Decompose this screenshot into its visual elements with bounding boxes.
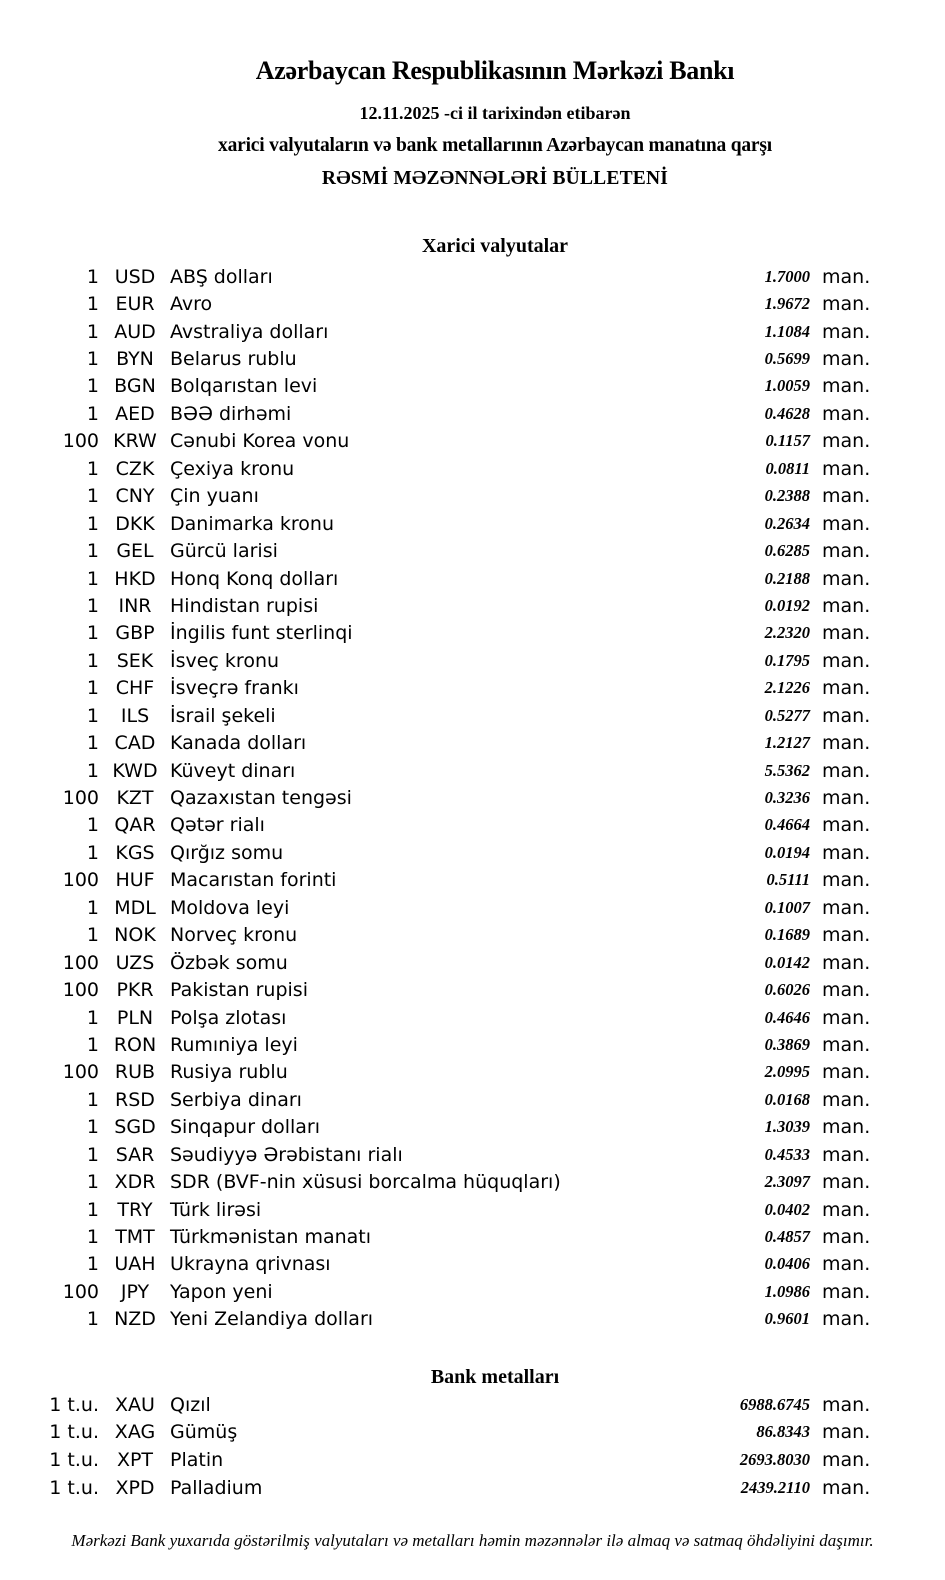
row-rate-value: 0.1689 [764,925,810,945]
row-quantity: 1 [86,485,99,508]
row-quantity: 100 [62,1061,99,1084]
row-unit-label: man. [822,759,871,782]
row-quantity: 1 [86,512,99,535]
row-currency-name: Pakistan rupisi [170,979,308,1002]
row-rate-value: 1.0059 [764,376,810,396]
row-quantity: 1 t.u. [49,1421,99,1444]
row-currency-name: SDR (BVF-nin xüsusi borcalma hüquqları) [170,1171,561,1194]
row-currency-code: CNY [115,485,155,508]
currency-row [0,373,945,400]
row-rate-value: 1.1084 [764,321,810,341]
row-quantity: 1 [86,567,99,590]
row-unit-label: man. [822,979,871,1002]
row-currency-code: NZD [114,1308,156,1331]
row-quantity: 100 [62,1280,99,1303]
row-rate-value: 0.1007 [764,897,810,917]
row-quantity: 1 [86,1088,99,1111]
row-rate-value: 1.0986 [764,1281,810,1301]
row-rate-value: 0.4646 [764,1007,810,1027]
row-unit-label: man. [822,732,871,755]
row-unit-label: man. [822,787,871,810]
currency-row [0,318,945,345]
row-currency-name: Çin yuanı [170,485,259,508]
currency-row [0,455,945,482]
currency-row [0,675,945,702]
row-rate-value: 0.0406 [764,1254,810,1274]
row-unit-label: man. [822,485,871,508]
currency-row [0,867,945,894]
row-unit-label: man. [822,622,871,645]
currency-row [0,922,945,949]
row-currency-name: Bolqarıstan levi [170,375,318,398]
row-unit-label: man. [822,1280,871,1303]
row-currency-name: Ukrayna qrivnası [170,1253,331,1276]
row-unit-label: man. [822,1006,871,1029]
row-currency-code: TRY [117,1198,153,1221]
row-unit-label: man. [822,1393,871,1416]
metal-row [0,1446,945,1474]
row-quantity: 1 [86,540,99,563]
row-quantity: 1 [86,1171,99,1194]
bulletin-title: RƏSMİ MƏZƏNNƏLƏRİ BÜLLETENİ [321,168,669,189]
metals-table [0,1391,945,1501]
currency-row [0,1196,945,1223]
currency-row [0,839,945,866]
row-currency-code: AED [115,402,155,425]
row-quantity: 100 [62,869,99,892]
row-rate-value: 0.5699 [764,349,810,369]
row-unit-label: man. [822,704,871,727]
row-currency-name: Serbiya dinarı [170,1088,302,1111]
row-currency-code: ILS [120,704,150,727]
metals-section-title: Bank metalları [430,1366,560,1388]
row-unit-label: man. [822,1061,871,1084]
row-rate-value: 0.2188 [764,568,810,588]
row-rate-value: 2.1226 [764,678,810,698]
row-currency-name: Qızıl [170,1393,211,1416]
row-rate-value: 0.0194 [764,842,810,862]
subject-line: xarici valyutaların və bank metallarının Azərbaycan manatına qarşı [218,135,772,156]
row-quantity: 1 t.u. [49,1476,99,1499]
row-rate-value: 2439.2110 [740,1477,810,1497]
row-currency-code: RON [113,1033,157,1056]
row-currency-code: INR [118,594,152,617]
effective-date-line: 12.11.2025 -ci il tarixindən etibarən [359,103,631,123]
row-unit-label: man. [822,265,871,288]
row-rate-value: 0.9601 [764,1309,810,1329]
row-currency-name: Türk lirəsi [170,1198,262,1221]
currency-row [0,400,945,427]
row-rate-value: 0.6026 [764,980,810,1000]
row-currency-name: Avstraliya dolları [170,320,329,343]
row-quantity: 1 [86,704,99,727]
obligation-note: Mərkəzi Bank yuxarıda göstərilmiş valyutaları və metalları həmin məzənnələr ilə almaq və satmaq öhdəliyini daşımır. [71,1531,874,1550]
currency-row [0,1114,945,1141]
row-quantity: 1 [86,841,99,864]
currencies-table [0,263,945,1333]
row-quantity: 1 [86,375,99,398]
row-quantity: 1 [86,457,99,480]
currency-row [0,1059,945,1086]
row-rate-value: 2.2320 [764,623,810,643]
row-currency-name: Norveç kronu [170,924,298,947]
row-rate-value: 0.0811 [765,458,810,478]
row-currency-name: Palladium [170,1476,263,1499]
row-currency-name: İngilis funt sterlinqi [170,622,353,645]
row-quantity: 1 [86,348,99,371]
currency-row [0,1306,945,1333]
row-currency-name: Qətər rialı [170,814,265,837]
row-quantity: 100 [62,951,99,974]
currency-row [0,757,945,784]
row-currency-code: TMT [115,1226,155,1249]
row-currency-code: UZS [115,951,155,974]
row-currency-name: Səudiyyə Ərəbistanı rialı [170,1143,403,1166]
row-currency-name: ABŞ dolları [170,265,273,288]
row-currency-name: Qırğız somu [170,841,284,864]
currencies-section-title: Xarici valyutalar [421,235,569,257]
row-rate-value: 0.5277 [764,705,810,725]
currency-row [0,565,945,592]
row-unit-label: man. [822,951,871,974]
row-unit-label: man. [822,1253,871,1276]
row-quantity: 1 [86,1253,99,1276]
row-currency-name: Rusiya rublu [170,1061,288,1084]
currency-row [0,976,945,1003]
row-currency-name: Platin [170,1448,224,1471]
row-currency-name: Moldova leyi [170,896,290,919]
currency-row [0,1031,945,1058]
row-unit-label: man. [822,1198,871,1221]
row-unit-label: man. [822,924,871,947]
row-currency-code: GBP [115,622,155,645]
row-currency-name: Polşa zlotası [170,1006,287,1029]
row-rate-value: 0.0402 [764,1199,810,1219]
row-unit-label: man. [822,1308,871,1331]
row-unit-label: man. [822,402,871,425]
row-currency-code: XAG [114,1421,156,1444]
row-unit-label: man. [822,594,871,617]
row-currency-name: Çexiya kronu [170,457,295,480]
row-rate-value: 1.9672 [764,294,810,314]
row-rate-value: 2693.8030 [739,1449,810,1469]
currency-row [0,510,945,537]
currency-row [0,1141,945,1168]
row-currency-code: CZK [115,457,155,480]
row-quantity: 1 [86,759,99,782]
row-unit-label: man. [822,320,871,343]
row-unit-label: man. [822,512,871,535]
row-rate-value: 0.6285 [764,541,810,561]
row-quantity: 100 [62,787,99,810]
row-quantity: 1 [86,293,99,316]
row-unit-label: man. [822,567,871,590]
currency-row [0,290,945,317]
row-unit-label: man. [822,348,871,371]
row-rate-value: 0.1157 [765,431,810,451]
row-currency-code: XPT [116,1448,154,1471]
row-unit-label: man. [822,1143,871,1166]
row-quantity: 100 [62,979,99,1002]
row-quantity: 1 [86,1006,99,1029]
currency-row [0,647,945,674]
currency-row [0,702,945,729]
currency-row [0,1168,945,1195]
row-currency-code: KZT [116,787,154,810]
row-currency-code: USD [114,265,156,288]
row-currency-name: İsveçrə frankı [170,677,299,700]
row-currency-code: UAH [114,1253,156,1276]
row-quantity: 1 [86,814,99,837]
row-quantity: 1 [86,732,99,755]
metal-row [0,1419,945,1447]
row-quantity: 1 [86,622,99,645]
row-currency-code: PKR [116,979,154,1002]
row-rate-value: 0.1795 [764,650,810,670]
row-unit-label: man. [822,1088,871,1111]
row-rate-value: 0.0168 [764,1089,810,1109]
row-currency-code: GEL [116,540,154,563]
row-unit-label: man. [822,841,871,864]
row-rate-value: 2.0995 [764,1062,810,1082]
metal-row [0,1474,945,1502]
row-currency-code: JPY [120,1280,150,1303]
row-currency-code: SEK [116,649,154,672]
row-currency-code: HUF [115,869,155,892]
row-quantity: 1 t.u. [49,1448,99,1471]
row-currency-code: EUR [115,293,155,316]
currency-row [0,537,945,564]
row-rate-value: 0.4664 [764,815,810,835]
row-unit-label: man. [822,1448,871,1471]
row-quantity: 1 [86,594,99,617]
row-currency-name: BƏƏ dirhəmi [170,402,292,425]
row-rate-value: 0.5111 [766,870,810,890]
row-currency-name: Küveyt dinarı [170,759,296,782]
row-unit-label: man. [822,1226,871,1249]
row-currency-code: PLN [116,1006,154,1029]
row-unit-label: man. [822,457,871,480]
row-currency-name: Kanada dolları [170,732,307,755]
row-unit-label: man. [822,540,871,563]
currency-row [0,1251,945,1278]
row-quantity: 1 [86,924,99,947]
currency-row [0,784,945,811]
row-currency-code: MDL [114,896,156,919]
row-currency-name: Cənubi Korea vonu [170,430,350,453]
row-currency-code: BGN [114,375,156,398]
row-currency-code: NOK [114,924,156,947]
row-currency-name: Gümüş [170,1421,238,1444]
row-quantity: 1 [86,320,99,343]
row-currency-code: RSD [115,1088,155,1111]
currency-row [0,812,945,839]
row-quantity: 1 [86,1198,99,1221]
row-currency-code: XAU [115,1393,155,1416]
currency-row [0,1223,945,1250]
currency-row [0,1004,945,1031]
row-currency-name: Özbək somu [170,951,288,974]
currency-row [0,894,945,921]
row-currency-code: CAD [114,732,156,755]
currency-row [0,1278,945,1305]
row-quantity: 1 [86,649,99,672]
row-rate-value: 1.7000 [764,266,810,286]
row-currency-code: KRW [113,430,157,453]
row-currency-code: RUB [114,1061,156,1084]
row-quantity: 1 [86,1226,99,1249]
row-currency-code: HKD [114,567,156,590]
row-currency-code: DKK [115,512,155,535]
row-currency-name: Sinqapur dolları [170,1116,321,1139]
row-rate-value: 0.4628 [764,403,810,423]
row-currency-name: Honq Konq dolları [170,567,339,590]
row-currency-code: BYN [116,348,154,371]
row-unit-label: man. [822,677,871,700]
row-rate-value: 0.2634 [764,513,810,533]
currency-row [0,263,945,290]
currency-row [0,729,945,756]
row-rate-value: 0.0142 [764,952,810,972]
row-quantity: 1 [86,1308,99,1331]
row-currency-code: SAR [115,1143,155,1166]
row-currency-name: Avro [170,293,213,316]
row-unit-label: man. [822,375,871,398]
row-quantity: 1 [86,677,99,700]
row-currency-name: Qazaxıstan tengəsi [170,787,352,810]
row-unit-label: man. [822,1033,871,1056]
row-currency-code: SGD [114,1116,156,1139]
currency-row [0,345,945,372]
row-currency-code: KWD [112,759,158,782]
currency-row [0,620,945,647]
row-quantity: 100 [62,430,99,453]
row-unit-label: man. [822,896,871,919]
row-rate-value: 1.2127 [764,733,810,753]
row-quantity: 1 [86,1143,99,1166]
row-rate-value: 0.0192 [764,595,810,615]
row-unit-label: man. [822,1171,871,1194]
row-quantity: 1 [86,1033,99,1056]
row-currency-name: Macarıstan forinti [170,869,337,892]
row-quantity: 1 [86,265,99,288]
row-currency-code: XPD [115,1476,155,1499]
currency-row [0,1086,945,1113]
row-rate-value: 0.4857 [764,1227,810,1247]
row-unit-label: man. [822,293,871,316]
row-unit-label: man. [822,869,871,892]
row-unit-label: man. [822,430,871,453]
row-currency-name: İsveç kronu [170,649,280,672]
row-quantity: 1 [86,896,99,919]
row-currency-name: İsrail şekeli [170,704,276,727]
row-rate-value: 2.3097 [764,1172,810,1192]
row-currency-name: Yeni Zelandiya dolları [170,1308,374,1331]
row-currency-name: Türkmənistan manatı [170,1226,372,1249]
row-quantity: 1 [86,402,99,425]
row-currency-code: QAR [114,814,156,837]
row-unit-label: man. [822,814,871,837]
currency-row [0,592,945,619]
row-unit-label: man. [822,649,871,672]
row-currency-code: KGS [115,841,155,864]
currency-row [0,428,945,455]
bank-title: Azərbaycan Respublikasının Mərkəzi Bankı [255,56,735,85]
row-rate-value: 86.8343 [756,1422,810,1442]
row-rate-value: 5.5362 [764,760,810,780]
row-rate-value: 6988.6745 [739,1394,810,1414]
row-currency-code: CHF [115,677,155,700]
row-quantity: 1 t.u. [49,1393,99,1416]
row-rate-value: 1.3039 [764,1117,810,1137]
row-currency-code: AUD [114,320,156,343]
row-rate-value: 0.4533 [764,1144,810,1164]
currency-row [0,949,945,976]
row-rate-value: 0.3869 [764,1034,810,1054]
row-unit-label: man. [822,1421,871,1444]
row-currency-name: Hindistan rupisi [170,594,319,617]
row-unit-label: man. [822,1116,871,1139]
metal-row [0,1391,945,1419]
row-currency-name: Belarus rublu [170,348,297,371]
row-unit-label: man. [822,1476,871,1499]
row-rate-value: 0.2388 [764,486,810,506]
row-currency-name: Rumıniya leyi [170,1033,298,1056]
row-currency-name: Danimarka kronu [170,512,335,535]
row-quantity: 1 [86,1116,99,1139]
currency-row [0,483,945,510]
row-currency-code: XDR [114,1171,156,1194]
row-currency-name: Gürcü larisi [170,540,278,563]
row-rate-value: 0.3236 [764,788,810,808]
row-currency-name: Yapon yeni [170,1280,273,1303]
